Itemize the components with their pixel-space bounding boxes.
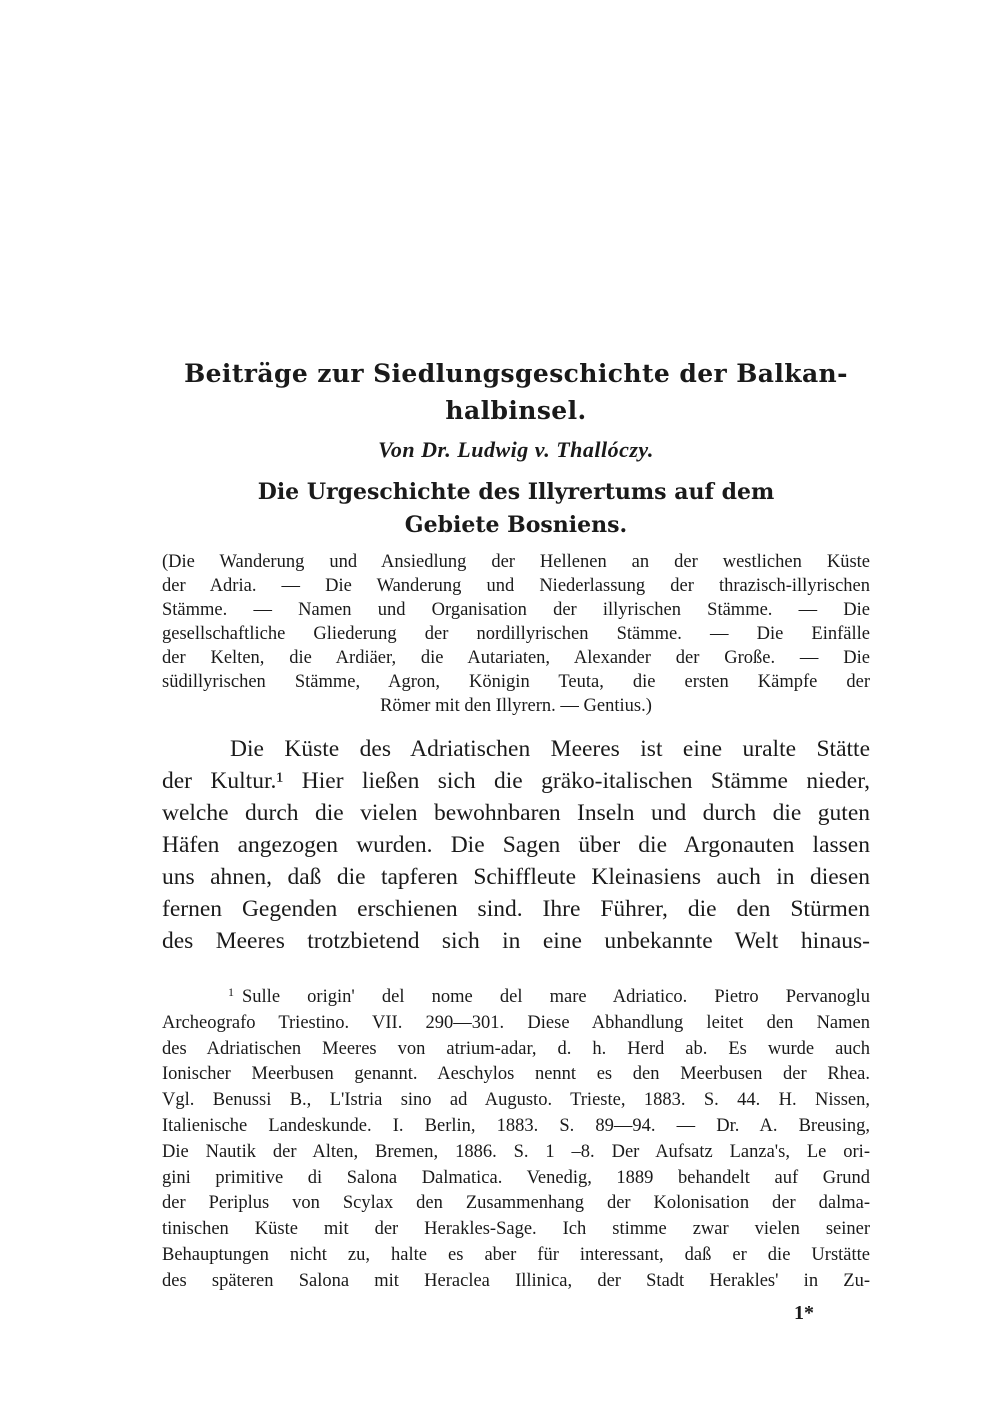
abstract-line: (Die Wanderung und Ansiedlung der Hellenen an der westlichen Küste (162, 552, 870, 572)
abstract-line: Römer mit den Illyrern. — Gentius.) (380, 696, 652, 716)
subtitle-line-1: Die Urgeschichte des Illyrertums auf dem (257, 479, 775, 505)
subtitle-line-2: Gebiete Bosniens. (404, 512, 628, 538)
printer-signature-mark: 1* (794, 1302, 814, 1324)
footnote-line (162, 980, 870, 1011)
footnote-line: der Periplus von Scylax den Zusammenhang der Kolonisation der dalma- (162, 1193, 870, 1214)
chapter-abstract (162, 550, 870, 718)
title-line-2: halbinsel. (445, 396, 587, 425)
author-byline: Von Dr. Ludwig v. Thallóczy. (378, 437, 654, 462)
body-line: Die Küste des Adriatischen Meeres ist eine uralte Stätte (230, 736, 870, 762)
footnote-line: gini primitive di Salona Dalmatica. Venedig, 1889 behandelt auf Grund (162, 1167, 870, 1188)
abstract-line: gesellschaftliche Gliederung der nordillyrischen Stämme. — Die Einfälle (162, 624, 870, 644)
footnote (162, 980, 870, 1295)
body-line: der Kultur.¹ Hier ließen sich die gräko-italischen Stämme nieder, (162, 768, 870, 794)
abstract-line: der Adria. — Die Wanderung und Niederlassung der thrazisch-illyrischen (162, 576, 870, 596)
footnote-line: Die Nautik der Alten, Bremen, 1886. S. 1 –8. Der Aufsatz Lanza's, Le ori- (162, 1141, 870, 1162)
body-line: uns ahnen, daß die tapferen Schiffleute Kleinasiens auch in diesen (162, 864, 870, 890)
footnote-line: des Adriatischen Meeres von atrium-adar, d. h. Herd ab. Es wurde auch (162, 1038, 870, 1059)
title-line-1: Beiträge zur Siedlungsgeschichte der Balkan- (184, 359, 848, 388)
footnote-line: Archeografo Triestino. VII. 290—301. Diese Abhandlung leitet den Namen (162, 1012, 870, 1033)
body-paragraph (162, 733, 870, 957)
body-line: fernen Gegenden erschienen sind. Ihre Führer, die den Stürmen (162, 896, 870, 922)
footnote-line: des späteren Salona mit Heraclea Illinica, der Stadt Herakles' in Zu- (162, 1270, 870, 1291)
body-line: welche durch die vielen bewohnbaren Inseln und durch die guten (162, 800, 870, 826)
abstract-line: Stämme. — Namen und Organisation der illyrischen Stämme. — Die (162, 600, 870, 620)
document-page (162, 0, 870, 1418)
footnote-line: tinischen Küste mit der Herakles-Sage. Ich stimme zwar vielen seiner (162, 1219, 870, 1240)
abstract-line: der Kelten, die Ardiäer, die Autariaten, Alexander der Große. — Die (162, 648, 870, 668)
body-line: des Meeres trotzbietend sich in eine unbekannte Welt hinaus- (162, 928, 870, 954)
chapter-subtitle (162, 476, 870, 542)
body-line: Häfen angezogen wurden. Die Sagen über die Argonauten lassen (162, 832, 870, 858)
footnote-line: Vgl. Benussi B., L'Istria sino ad Augusto. Trieste, 1883. S. 44. H. Nissen, (162, 1090, 870, 1111)
footnote-line-text: Sulle origin' del nome del mare Adriatico. Pietro Pervanoglu (242, 987, 870, 1007)
footnote-line: Italienische Landeskunde. I. Berlin, 1883. S. 89—94. — Dr. A. Breusing, (162, 1115, 870, 1136)
footnote-line: Behauptungen nicht zu, halte es aber für interessant, daß er die Urstätte (162, 1244, 870, 1265)
article-title (162, 355, 870, 429)
footnote-marker: 1 (228, 985, 234, 999)
footnote-line: Ionischer Meerbusen genannt. Aeschylos nennt es den Meerbusen der Rhea. (162, 1064, 870, 1085)
abstract-line: südillyrischen Stämme, Agron, Königin Teuta, die ersten Kämpfe der (162, 672, 870, 692)
